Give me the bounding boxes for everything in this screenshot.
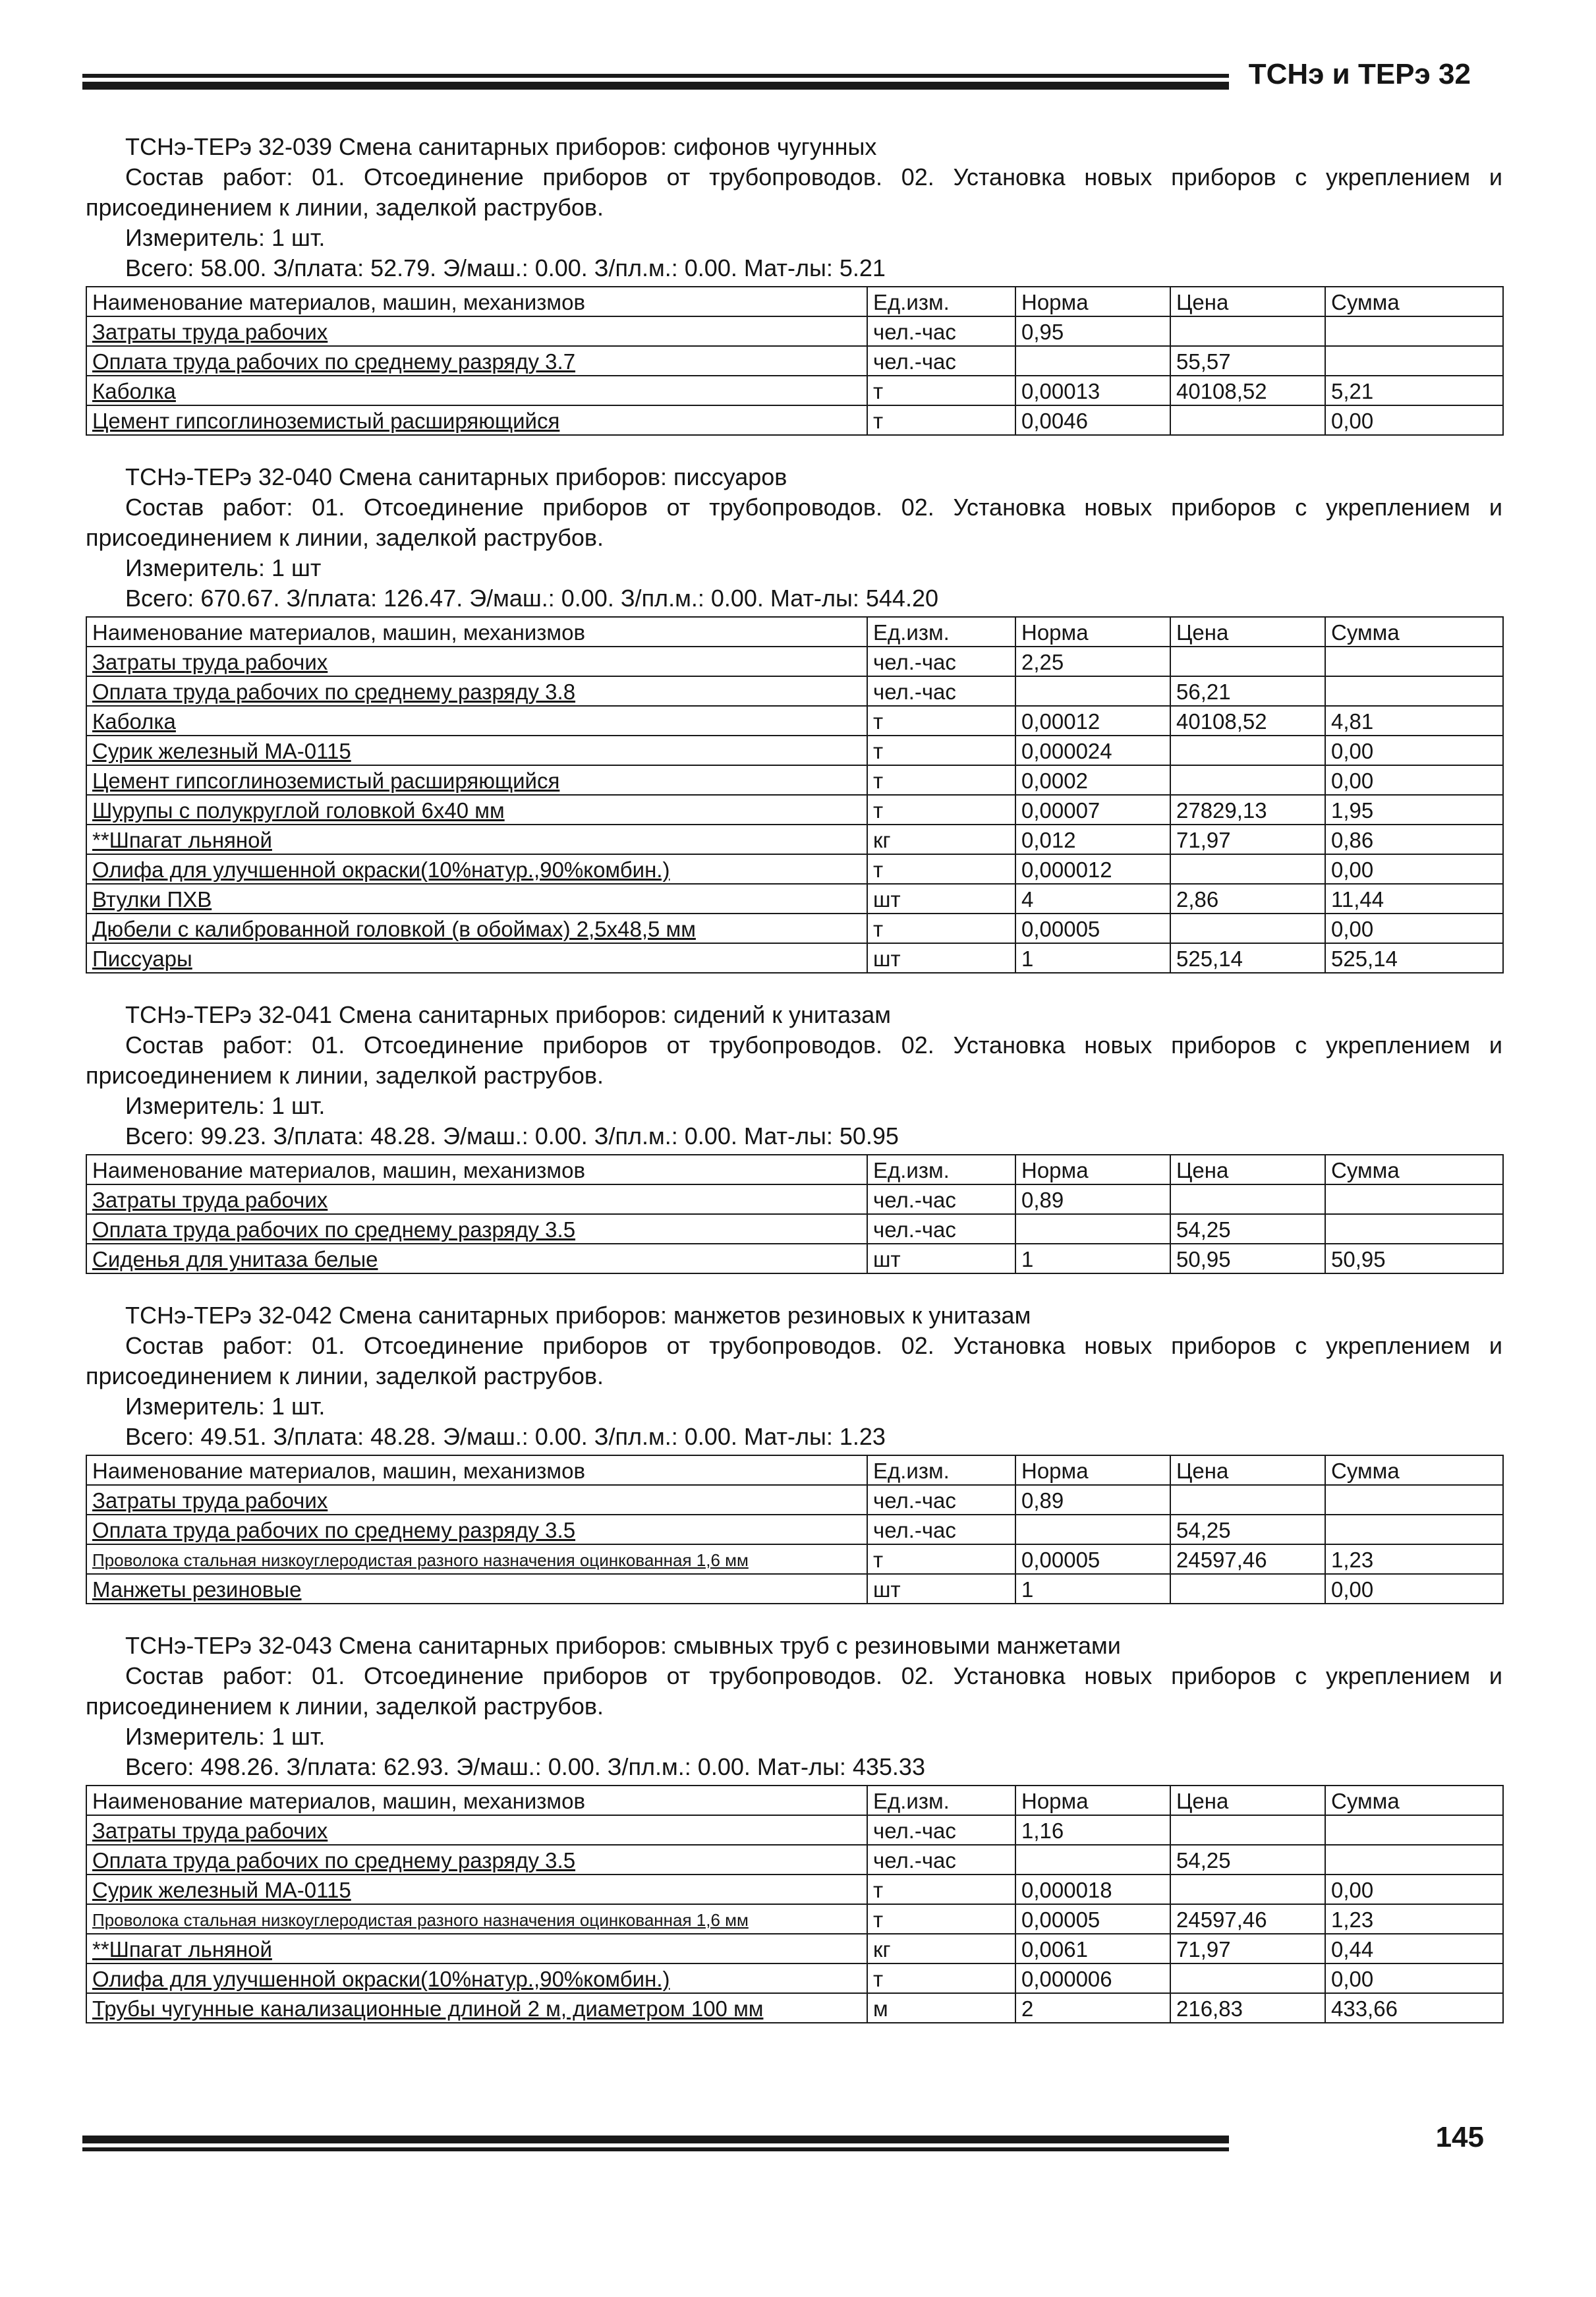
sum-cell: 0,44 [1325,1934,1503,1963]
price-cell [1170,1963,1325,1993]
page-number: 145 [1435,2121,1484,2153]
sum-cell: 0,00 [1325,765,1503,795]
table-row [86,943,1503,973]
table-header-row [86,1786,1503,1815]
price-cell [1170,854,1325,884]
column-header: Наименование материалов, машин, механизмов [86,617,867,647]
column-header: Норма [1015,1155,1170,1184]
unit-cell: чел.-час [867,1845,1015,1875]
resource-name: Затраты труда рабочих [86,1184,867,1214]
norm-cell: 0,00007 [1015,795,1170,825]
column-header: Наименование материалов, машин, механизмов [86,1455,867,1485]
sum-cell: 433,66 [1325,1993,1503,2023]
table-row [86,795,1503,825]
column-header: Сумма [1325,1786,1503,1815]
unit-cell: чел.-час [867,1184,1015,1214]
rate-section [86,1631,1502,2023]
table-row [86,1214,1503,1244]
running-header-title: ТСНэ и ТЕРэ 32 [1248,58,1471,90]
sum-cell [1325,346,1503,376]
table-row [86,316,1503,346]
unit-cell: шт [867,1244,1015,1273]
column-header: Сумма [1325,1455,1503,1485]
rate-section [86,1000,1502,1274]
column-header: Сумма [1325,617,1503,647]
column-header: Норма [1015,1786,1170,1815]
price-cell: 525,14 [1170,943,1325,973]
price-cell: 27829,13 [1170,795,1325,825]
resource-name: Затраты труда рабочих [86,647,867,676]
sum-cell: 0,00 [1325,736,1503,765]
resource-name: Оплата труда рабочих по среднему разряду 3.5 [86,1515,867,1544]
price-cell [1170,647,1325,676]
table-header-row [86,1155,1503,1184]
measurement-unit: Измеритель: 1 шт. [125,1723,326,1750]
unit-cell: т [867,765,1015,795]
norm-cell [1015,1515,1170,1544]
table-row [86,405,1503,435]
price-cell [1170,1485,1325,1515]
table-row [86,914,1503,943]
column-header: Ед.изм. [867,1155,1015,1184]
resource-name: Каболка [86,706,867,736]
table-row [86,1244,1503,1273]
sum-cell: 11,44 [1325,884,1503,914]
sum-cell [1325,676,1503,706]
column-header: Норма [1015,617,1170,647]
section-title: ТСНэ-ТЕРэ 32-040 Смена санитарных приборов: писсуаров [125,463,787,490]
resource-name: Оплата труда рабочих по среднему разряду 3.7 [86,346,867,376]
norm-cell: 2 [1015,1993,1170,2023]
table-row [86,1845,1503,1875]
table-row [86,346,1503,376]
unit-cell: кг [867,1934,1015,1963]
norm-cell: 0,00005 [1015,914,1170,943]
resource-name: Сурик железный МА-0115 [86,1875,867,1904]
norm-cell [1015,346,1170,376]
resource-name: Затраты труда рабочих [86,1815,867,1845]
price-cell: 216,83 [1170,1993,1325,2023]
sum-cell: 1,23 [1325,1904,1503,1934]
section-title: ТСНэ-ТЕРэ 32-042 Смена санитарных приборов: манжетов резиновых к унитазам [125,1302,1031,1329]
measurement-unit: Измеритель: 1 шт [125,554,322,581]
resource-name: Каболка [86,376,867,405]
norm-cell: 0,89 [1015,1485,1170,1515]
price-cell: 50,95 [1170,1244,1325,1273]
table-row [86,736,1503,765]
table-header-row [86,287,1503,316]
unit-cell: т [867,1544,1015,1574]
unit-cell: чел.-час [867,346,1015,376]
price-cell [1170,316,1325,346]
unit-cell: т [867,405,1015,435]
column-header: Цена [1170,287,1325,316]
sum-cell: 0,00 [1325,1875,1503,1904]
column-header: Норма [1015,287,1170,316]
resource-name: Трубы чугунные канализационные длиной 2 м, диаметром 100 мм [86,1993,867,2023]
unit-cell: шт [867,1574,1015,1604]
table-row [86,376,1503,405]
price-cell: 54,25 [1170,1214,1325,1244]
resource-name: Манжеты резиновые [86,1574,867,1604]
norm-cell: 1 [1015,1244,1170,1273]
norm-cell [1015,1214,1170,1244]
norm-cell: 0,00012 [1015,706,1170,736]
header-rule [82,74,1229,90]
norm-cell: 4 [1015,884,1170,914]
resource-name: **Шпагат льняной [86,825,867,854]
norm-cell: 0,000018 [1015,1875,1170,1904]
sum-cell [1325,1845,1503,1875]
price-cell: 56,21 [1170,676,1325,706]
price-cell: 2,86 [1170,884,1325,914]
table-row [86,647,1503,676]
resource-name: Цемент гипсоглиноземистый расширяющийся [86,765,867,795]
sum-cell [1325,647,1503,676]
resource-name: Дюбели с калиброванной головкой (в обоймах) 2,5х48,5 мм [86,914,867,943]
unit-cell: шт [867,943,1015,973]
resource-name: Олифа для улучшенной окраски(10%натур.,90%комбин.) [86,854,867,884]
norm-cell: 0,000012 [1015,854,1170,884]
column-header: Наименование материалов, машин, механизмов [86,1786,867,1815]
sum-cell: 1,95 [1325,795,1503,825]
norm-cell: 0,0046 [1015,405,1170,435]
sum-cell [1325,1184,1503,1214]
norm-cell: 2,25 [1015,647,1170,676]
unit-cell: т [867,854,1015,884]
price-cell: 54,25 [1170,1515,1325,1544]
resources-table [86,1154,1504,1274]
norm-cell: 0,0002 [1015,765,1170,795]
table-row [86,1574,1503,1604]
table-row [86,1815,1503,1845]
resource-name: Сиденья для унитаза белые [86,1244,867,1273]
norm-cell: 0,012 [1015,825,1170,854]
norm-cell: 0,95 [1015,316,1170,346]
column-header: Норма [1015,1455,1170,1485]
work-composition: Состав работ: 01. Отсоединение приборов от трубопроводов. 02. Установка новых приборов с укреплением и присоединением к линии, заделкой раструбов. [86,1032,1502,1089]
resource-name: Писсуары [86,943,867,973]
resource-name: Оплата труда рабочих по среднему разряду 3.5 [86,1845,867,1875]
price-cell: 71,97 [1170,1934,1325,1963]
price-cell: 24597,46 [1170,1904,1325,1934]
sum-cell: 0,00 [1325,854,1503,884]
table-row [86,1515,1503,1544]
unit-cell: т [867,1963,1015,1993]
table-row [86,825,1503,854]
price-cell: 54,25 [1170,1845,1325,1875]
section-title: ТСНэ-ТЕРэ 32-043 Смена санитарных приборов: смывных труб с резиновыми манжетами [125,1632,1121,1659]
table-header-row [86,1455,1503,1485]
work-composition: Состав работ: 01. Отсоединение приборов от трубопроводов. 02. Установка новых приборов с укреплением и присоединением к линии, заделкой раструбов. [86,1332,1502,1389]
table-row [86,1544,1503,1574]
table-row [86,676,1503,706]
column-header: Наименование материалов, машин, механизмов [86,1155,867,1184]
price-cell: 24597,46 [1170,1544,1325,1574]
sum-cell: 525,14 [1325,943,1503,973]
resources-table [86,1785,1504,2023]
price-cell: 40108,52 [1170,706,1325,736]
table-row [86,884,1503,914]
table-row [86,854,1503,884]
resource-name: Олифа для улучшенной окраски(10%натур.,90%комбин.) [86,1963,867,1993]
unit-cell: чел.-час [867,1485,1015,1515]
sum-cell: 0,86 [1325,825,1503,854]
price-cell: 40108,52 [1170,376,1325,405]
table-row [86,1963,1503,1993]
sum-cell: 5,21 [1325,376,1503,405]
unit-cell: шт [867,884,1015,914]
table-row [86,1934,1503,1963]
table-header-row [86,617,1503,647]
unit-cell: чел.-час [867,316,1015,346]
work-composition: Состав работ: 01. Отсоединение приборов от трубопроводов. 02. Установка новых приборов с укреплением и присоединением к линии, заделкой раструбов. [86,1662,1502,1720]
table-row [86,706,1503,736]
resource-name: Затраты труда рабочих [86,316,867,346]
price-cell [1170,1184,1325,1214]
measurement-unit: Измеритель: 1 шт. [125,1092,326,1119]
unit-cell: т [867,795,1015,825]
unit-cell: чел.-час [867,647,1015,676]
unit-cell: т [867,706,1015,736]
sum-cell: 50,95 [1325,1244,1503,1273]
resource-name: Шурупы с полукруглой головкой 6х40 мм [86,795,867,825]
totals-line: Всего: 99.23. З/плата: 48.28. Э/маш.: 0.00. З/пл.м.: 0.00. Мат-лы: 50.95 [125,1122,899,1149]
price-cell [1170,1875,1325,1904]
unit-cell: м [867,1993,1015,2023]
unit-cell: чел.-час [867,1515,1015,1544]
sum-cell: 0,00 [1325,1963,1503,1993]
unit-cell: т [867,914,1015,943]
totals-line: Всего: 498.26. З/плата: 62.93. Э/маш.: 0.00. З/пл.м.: 0.00. Мат-лы: 435.33 [125,1753,925,1780]
totals-line: Всего: 49.51. З/плата: 48.28. Э/маш.: 0.00. З/пл.м.: 0.00. Мат-лы: 1.23 [125,1423,886,1450]
norm-cell: 0,89 [1015,1184,1170,1214]
column-header: Сумма [1325,1155,1503,1184]
price-cell [1170,736,1325,765]
unit-cell: чел.-час [867,676,1015,706]
resource-name: Оплата труда рабочих по среднему разряду 3.5 [86,1214,867,1244]
sum-cell [1325,1214,1503,1244]
sum-cell [1325,316,1503,346]
work-composition: Состав работ: 01. Отсоединение приборов от трубопроводов. 02. Установка новых приборов с укреплением и присоединением к линии, заделкой раструбов. [86,163,1502,221]
price-cell [1170,405,1325,435]
resource-name: Цемент гипсоглиноземистый расширяющийся [86,405,867,435]
price-cell [1170,1574,1325,1604]
table-row [86,1993,1503,2023]
work-composition: Состав работ: 01. Отсоединение приборов от трубопроводов. 02. Установка новых приборов с укреплением и присоединением к линии, заделкой раструбов. [86,494,1502,551]
sum-cell: 1,23 [1325,1544,1503,1574]
column-header: Наименование материалов, машин, механизмов [86,287,867,316]
column-header: Ед.изм. [867,617,1015,647]
measurement-unit: Измеритель: 1 шт. [125,224,326,251]
norm-cell: 0,0061 [1015,1934,1170,1963]
norm-cell: 0,00005 [1015,1904,1170,1934]
norm-cell: 0,00013 [1015,376,1170,405]
table-row [86,1875,1503,1904]
rate-section [86,462,1502,974]
norm-cell [1015,1845,1170,1875]
norm-cell: 1 [1015,1574,1170,1604]
price-cell [1170,765,1325,795]
table-row [86,1485,1503,1515]
norm-cell [1015,676,1170,706]
unit-cell: чел.-час [867,1214,1015,1244]
resources-table [86,1455,1504,1604]
sum-cell: 4,81 [1325,706,1503,736]
price-cell [1170,1815,1325,1845]
sum-cell: 0,00 [1325,1574,1503,1604]
resource-name: Затраты труда рабочих [86,1485,867,1515]
column-header: Цена [1170,1455,1325,1485]
resource-name: Проволока стальная низкоуглеродистая разного назначения оцинкованная 1,6 мм [86,1904,867,1934]
price-cell: 71,97 [1170,825,1325,854]
norm-cell: 1,16 [1015,1815,1170,1845]
resource-name: **Шпагат льняной [86,1934,867,1963]
unit-cell: чел.-час [867,1815,1015,1845]
resource-name: Сурик железный МА-0115 [86,736,867,765]
totals-line: Всего: 58.00. З/плата: 52.79. Э/маш.: 0.00. З/пл.м.: 0.00. Мат-лы: 5.21 [125,254,886,281]
column-header: Цена [1170,617,1325,647]
norm-cell: 1 [1015,943,1170,973]
footer-rule [82,2136,1229,2151]
sum-cell [1325,1485,1503,1515]
resources-table [86,616,1504,974]
rate-section [86,1300,1502,1604]
resource-name: Оплата труда рабочих по среднему разряду 3.8 [86,676,867,706]
unit-cell: т [867,1875,1015,1904]
column-header: Ед.изм. [867,1786,1015,1815]
totals-line: Всего: 670.67. З/плата: 126.47. Э/маш.: 0.00. З/пл.м.: 0.00. Мат-лы: 544.20 [125,585,938,612]
measurement-unit: Измеритель: 1 шт. [125,1393,326,1420]
unit-cell: кг [867,825,1015,854]
unit-cell: т [867,736,1015,765]
resources-table [86,286,1504,436]
norm-cell: 0,000006 [1015,1963,1170,1993]
column-header: Цена [1170,1155,1325,1184]
table-row [86,1184,1503,1214]
sum-cell: 0,00 [1325,405,1503,435]
column-header: Ед.изм. [867,287,1015,316]
column-header: Цена [1170,1786,1325,1815]
section-title: ТСНэ-ТЕРэ 32-041 Смена санитарных приборов: сидений к унитазам [125,1001,892,1028]
table-row [86,765,1503,795]
document-body [86,132,1502,2050]
resource-name: Втулки ПХВ [86,884,867,914]
column-header: Сумма [1325,287,1503,316]
price-cell: 55,57 [1170,346,1325,376]
price-cell [1170,914,1325,943]
section-title: ТСНэ-ТЕРэ 32-039 Смена санитарных приборов: сифонов чугунных [125,133,877,160]
column-header: Ед.изм. [867,1455,1015,1485]
sum-cell [1325,1515,1503,1544]
rate-section [86,132,1502,436]
table-row [86,1904,1503,1934]
resource-name: Проволока стальная низкоуглеродистая разного назначения оцинкованная 1,6 мм [86,1544,867,1574]
sum-cell [1325,1815,1503,1845]
unit-cell: т [867,376,1015,405]
norm-cell: 0,000024 [1015,736,1170,765]
unit-cell: т [867,1904,1015,1934]
sum-cell: 0,00 [1325,914,1503,943]
norm-cell: 0,00005 [1015,1544,1170,1574]
